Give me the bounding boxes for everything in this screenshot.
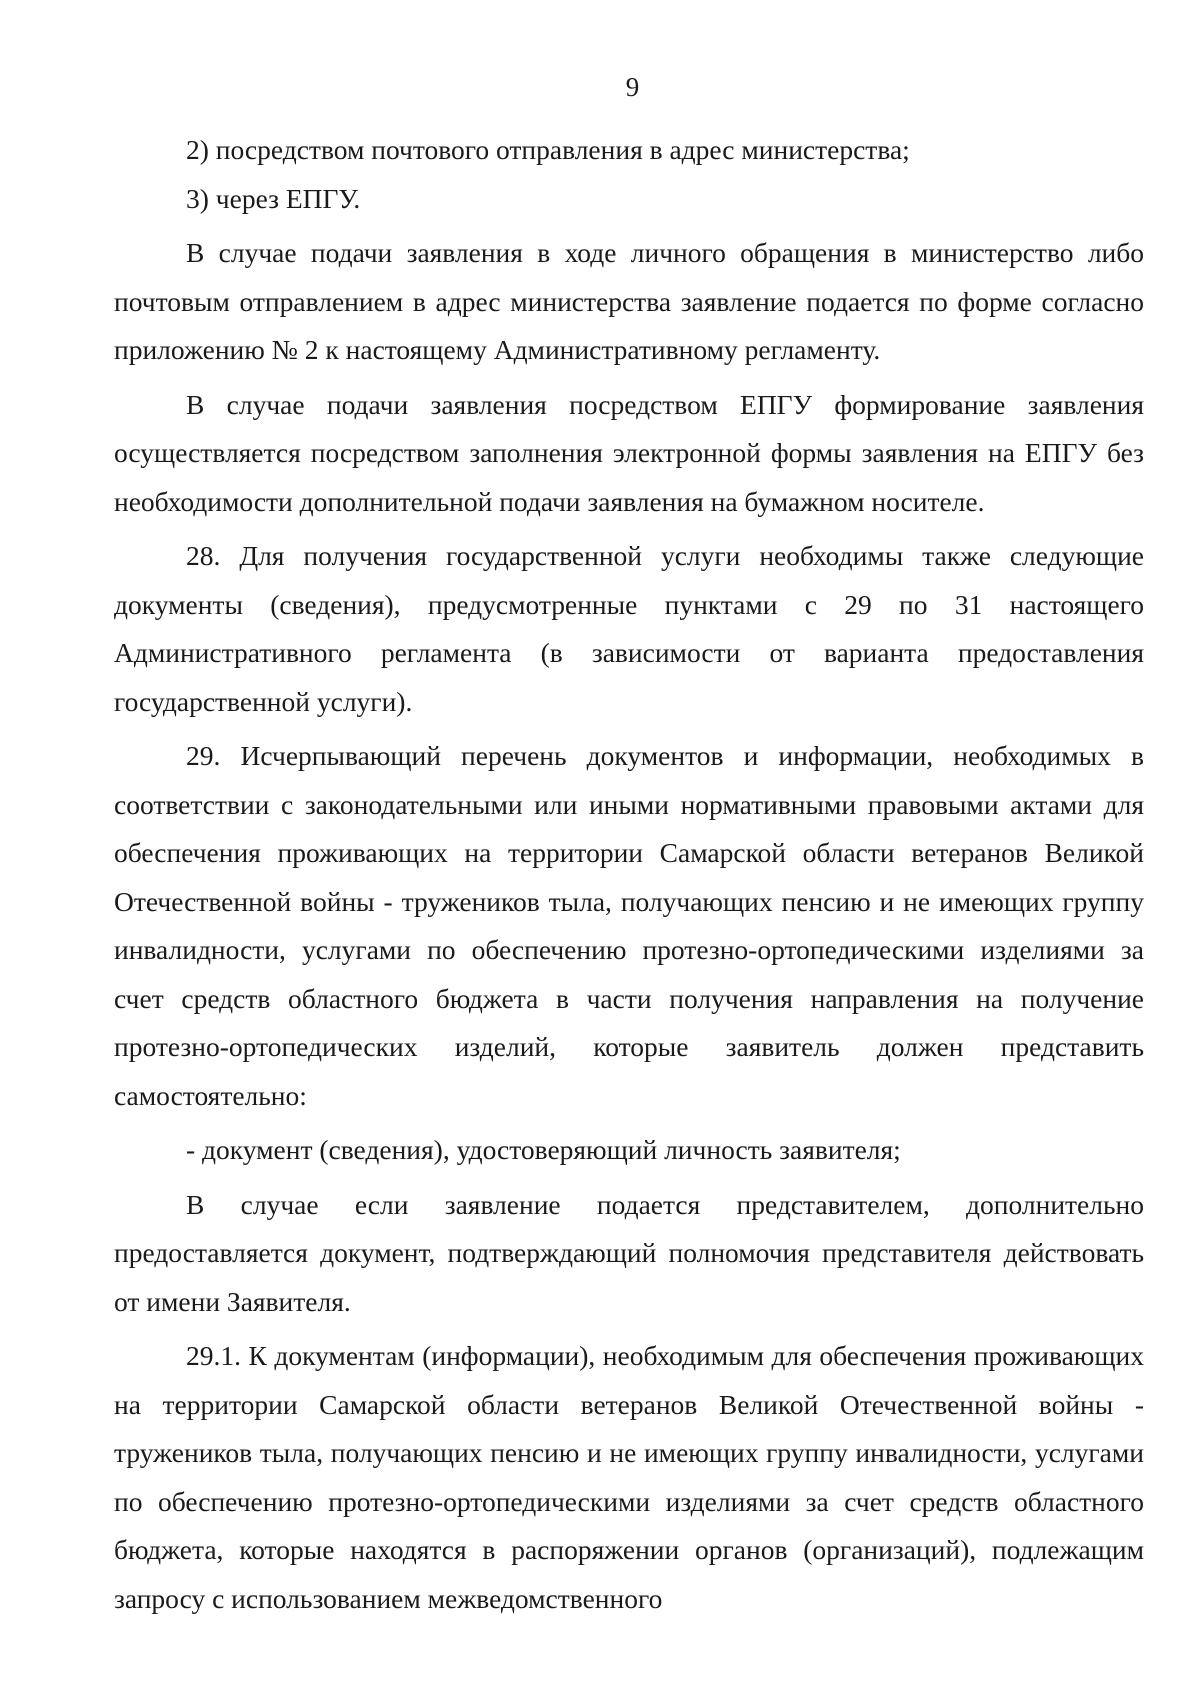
- paragraph-identity-document: - документ (сведения), удостоверяющий личность заявителя;: [186, 1134, 901, 1165]
- paragraph-item-3: 3) через ЕПГУ.: [186, 182, 361, 214]
- paragraph-epgu: В случае подачи заявления посредством ЕПГУ формирование заявления осуществляется посредством заполнения электронной формы заявления на ЕПГУ без необходимости дополнительной подачи заявления на бумажном носителе.: [114, 388, 1144, 517]
- paragraph-29: 29. Исчерпывающий перечень документов и информации, необходимых в соответствии с законодательными или иными нормативными правовыми актами для обеспечения проживающих на территории Самарской области ветеранов Великой Отечественной войны - тружеников тыла, получающих пенсию и не имеющих группу инвалидности, услугами по обеспечению протезно-ортопедическими изделиями за счет средств областного бюджета в части получения направления на получение протезно-ортопедических изделий, которые заявитель должен представить самостоятельно:: [114, 740, 1144, 1111]
- paragraph-personal-or-mail: В случае подачи заявления в ходе личного обращения в министерство либо почтовым отправлением в адрес министерства заявление подается по форме согласно приложению № 2 к настоящему Административному регламенту.: [114, 237, 1144, 365]
- paragraph-29-1: 29.1. К документам (информации), необходимым для обеспечения проживающих на территории Самарской области ветеранов Великой Отечественной войны - тружеников тыла, получающих пенсию и не имеющих группу инвалидности, услугами по обеспечению протезно-ортопедическими изделиями за счет средств областного бюджета, которые находятся в распоряжении органов (организаций), подлежащим запросу с использованием межведомственного: [114, 1340, 1144, 1614]
- paragraph-28: 28. Для получения государственной услуги необходимы также следующие документы (сведения), предусмотренные пунктами с 29 по 31 настоящего Административного регламента (в зависимости от варианта предоставления государственной услуги).: [114, 540, 1144, 717]
- paragraph-representative: В случае если заявление подается представителем, дополнительно предоставляется документ, подтверждающий полномочия представителя действовать от имени Заявителя.: [114, 1188, 1144, 1317]
- page-number: 9: [625, 72, 640, 102]
- paragraph-item-2: 2) посредством почтового отправления в адрес министерства;: [186, 134, 910, 165]
- document-body: [114, 126, 1144, 1623]
